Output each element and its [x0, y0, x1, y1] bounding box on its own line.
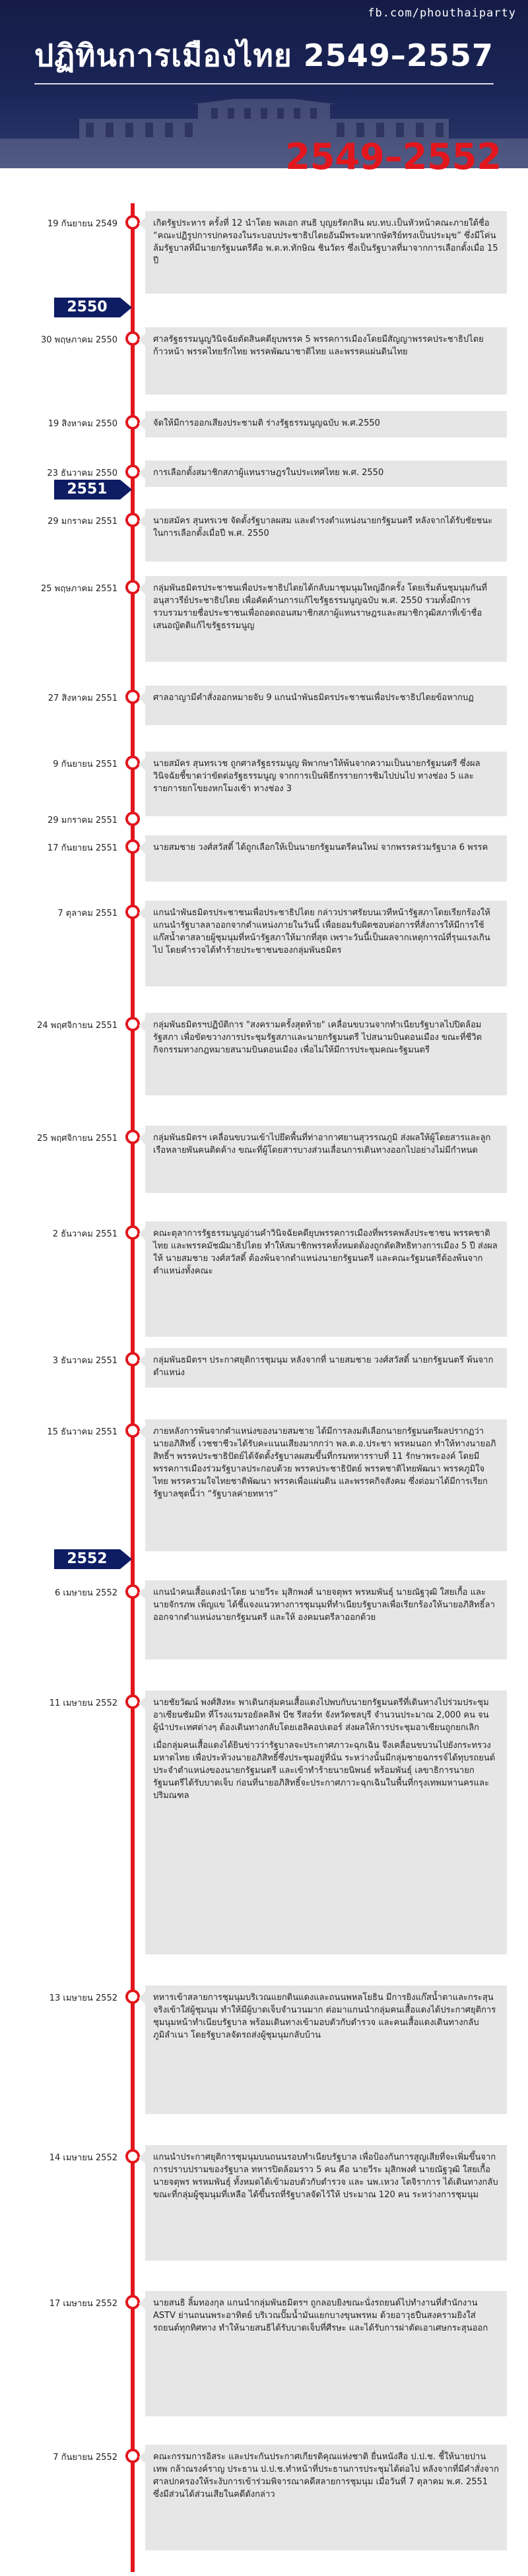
event-card [145, 1985, 507, 2114]
event-card [145, 2145, 507, 2261]
event-text: กลุ่มพันธมิตรประชาชนเพื่อประชาธิปไตยได้กลับมาชุมนุมใหญ่อีกครั้ง โดยเริ่มต้นชุมนุมกันที่อนุสาวรีย์ประชาธิปไตย เพื่อคัดค้านการแก้ไขรัฐธรรมนูญฉบับ พ.ศ. 2550 รวมทั้งมีการรวบรวมรายชื่อประชาชนเพื่อถอดถอนสมาชิกสภาผู้แทนราษฎรและสมาชิกวุฒิสภาที่เข้าชื่อเสนอญัตติแก้ไขรัฐธรรมนูญ [153, 583, 487, 631]
event-text: นายสนธิ ลิ้มทองกุล แกนนำกลุ่มพันธมิตรฯ ถูกลอบยิงขณะนั่งรถยนต์ไปทำงานที่สำนักงาน ASTV ย่านถนนพระอาทิตย์ บริเวณปั๊มน้ำมันแยกบางขุนพรหม ด้วยอาวุธปืนสงครามยิงใส่รถยนต์ทุกทิศทาง ทำให้นายสนธิได้รับบาดเจ็บที่ศีรษะ และได้รับการผ่าตัดเอาเศษกระสุนออก [153, 2298, 488, 2333]
event-date: 2 ธันวาคม 2551 [52, 1229, 117, 1239]
event-date: 15 ธันวาคม 2551 [47, 1427, 117, 1437]
event-text: คณะตุลาการรัฐธรรมนูญอ่านคำวินิจฉัยคดียุบพรรคการเมืองที่พรรคพลังประชาชน พรรคชาติไทย และพรรคมัชฌิมาธิปไตย ทำให้สมาชิกพรรคทั้งหมดต้องถูกตัดสิทธิทางการเมือง 5 ปี ส่งผลให้ นายสมชาย วงศ์สวัสดิ์ ต้องพ้นจากตำแหน่งนายกรัฐมนตรี และคณะรัฐมนตรีต้องพ้นจากตำแหน่งทั้งคณะ [153, 1229, 498, 1276]
timeline-node [125, 1423, 140, 1438]
event-text: การเลือกตั้งสมาชิกสภาผู้แทนราษฎรในประเทศไทย พ.ศ. 2550 [153, 468, 384, 478]
event-text: เมื่อกลุ่มคนเสื้อแดงได้ยินข่าวว่ารัฐบาลจะประกาศภาวะฉุกเฉิน จึงเคลื่อนขบวนไปยังกระทรวงมหาดไทย เพื่อประท้วงนายอภิสิทธิ์ซึ่งประชุมอยู่ที่นั่น ระหว่างนั้นมีกลุ่มชายฉกรรจ์ได้ทุบรถยนต์ประจำตำแหน่งของนายกรัฐมนตรี และเข้าทำร้ายนายนิพนธ์ พร้อมพันธุ์ เลขาธิการนายกรัฐมนตรีได้รับบาดเจ็บ ก่อนที่นายอภิสิทธิ์จะประกาศภาวะฉุกเฉินในพื้นที่กรุงเทพมหานครและปริมณฑล [153, 1741, 496, 1801]
event-date: 27 สิงหาคม 2551 [48, 693, 117, 703]
event-card [145, 1126, 507, 1193]
timeline-node [125, 1352, 140, 1367]
timeline-node [125, 839, 140, 854]
event-card [145, 1221, 507, 1337]
timeline-node [125, 2295, 140, 2309]
event-text: นายสมัคร สุนทรเวช จัดตั้งรัฐบาลผสม และดำรงตำแหน่งนายกรัฐมนตรี หลังจากได้รับชัยชนะในการเลือกตั้งเมื่อปี พ.ศ. 2550 [153, 516, 493, 538]
event-card [145, 752, 507, 816]
event-date: 7 กันยายน 2552 [53, 2453, 117, 2463]
event-text: ภายหลังการพ้นจากตำแหน่งของนายสมชาย ได้มีการลงมติเลือกนายกรัฐมนตรีผลปรากฏว่านายอภิสิทธิ์ เวชชาชีวะได้รับคะแนนเสียงมากกว่า พล.ต.อ.ประชา พรหมนอก ทำให้ทางนายอภิสิทธิ์ฯ พรรคประชาธิปัตย์ได้จัดตั้งรัฐบาลผสมขึ้นที่กรมทหารราบที่ 11 รักษาพระองค์ โดยมีพรรคการเมืองร่วมรัฐบาลประกอบด้วย พรรคประชาธิปัตย์ พรรคชาติไทยพัฒนา พรรคภูมิใจไทย พรรครวมใจไทยชาติพัฒนา พรรคเพื่อแผ่นดิน และพรรคกิจสังคม ซึ่งต่อมาได้มีการเรียกรัฐบาลชุดนี้ว่า “รัฐบาลค่ายทหาร” [153, 1427, 496, 1499]
event-date: 17 เมษายน 2552 [49, 2299, 117, 2309]
timeline-node [125, 513, 140, 527]
timeline-node [125, 331, 140, 346]
event-date: 13 เมษายน 2552 [49, 1993, 117, 2003]
timeline-node [125, 905, 140, 919]
event-text: กลุ่มพันธมิตรฯ ประกาศยุติการชุมนุม หลังจากที่ นายสมชาย วงศ์สวัสดิ์ นายกรัฐมนตรี พ้นจากตำแหน่ง [153, 1355, 494, 1378]
event-date: 25 พฤศจิกายน 2551 [37, 1134, 117, 1143]
event-card [145, 2291, 507, 2416]
timeline-node [125, 415, 140, 430]
event-card [145, 211, 507, 294]
title-divider [34, 83, 494, 84]
timeline-node [125, 1130, 140, 1144]
event-date: 9 กันยายน 2551 [53, 759, 117, 769]
event-text: กลุ่มพันธมิตรฯปฏิบัติการ "สงครามครั้งสุดท้าย" เคลื่อนขบวนจากทำเนียบรัฐบาลไปปิดล้อมรัฐสภา เพื่อขัดขวางการประชุมรัฐสภาและนายกรัฐมนตรี ไปสนามบินดอนเมือง ขณะที่ชีวิต กิจกรรมทางกฎหมายสนามบินดอนเมือง เพื่อไม่ให้มีการประชุมคณะรัฐมนตรี [153, 1020, 482, 1055]
timeline-node [125, 1017, 140, 1031]
event-card [145, 327, 507, 395]
event-date: 14 เมษายน 2552 [49, 2153, 117, 2163]
event-date: 23 ธันวาคม 2550 [47, 468, 117, 478]
timeline-node [125, 812, 140, 826]
year-marker-2550: 2550 [54, 298, 120, 317]
timeline-node [125, 1989, 140, 2004]
event-text: คณะกรรมการอิสระ และประกันประกาศเกียรติคุณแห่งชาติ ยื่นหนังสือ ป.ป.ช. ชี้ให้นายปานเทพ กล้าณรงค์ราญ ประธาน ป.ป.ช.ทำหน้าที่ประธานการประชุมได้ต่อไป หลังจากที่มีคำสั่งจากศาลปกครองให้ระงับการเข้าร่วมพิจารณาคดีสลายการชุมนุม เมื่อวันที่ 7 ตุลาคม พ.ศ. 2551 ซึ่งมีส่วนได้ส่วนเสียในคดีดังกล่าว [153, 2452, 499, 2499]
timeline-node [125, 690, 140, 704]
event-date: 6 เมษายน 2552 [54, 1588, 117, 1598]
event-date: 30 พฤษภาคม 2550 [40, 335, 117, 345]
event-card [145, 1580, 507, 1659]
facebook-handle: fb.com/phouthaiparty [368, 7, 516, 20]
event-card [145, 901, 507, 986]
timeline-axis [131, 203, 135, 2572]
event-text: นายสมชาย วงศ์สวัสดิ์ ได้ถูกเลือกให้เป็นนายกรัฐมนตรีคนใหม่ จากพรรคร่วมรัฐบาล 6 พรรค [153, 843, 488, 853]
event-card [145, 411, 507, 437]
event-card [145, 509, 507, 562]
timeline-node [125, 2149, 140, 2164]
event-date: 24 พฤศจิกายน 2551 [37, 1021, 117, 1031]
event-date: 17 กันยายน 2551 [47, 843, 117, 853]
year-marker-2552: 2552 [54, 1549, 120, 1569]
event-text: กลุ่มพันธมิตรฯ เคลื่อนขบวนเข้าไปยึดพื้นที่ท่าอากาศยานสุวรรณภูมิ ส่งผลให้ผู้โดยสารและลูกเรือหลายพันคนติดค้าง ขณะที่ผู้โดยสารบางส่วนเลื่อนการเดินทางออกไปอย่างไม่มีกำหนด [153, 1133, 491, 1155]
event-text: นายสมัคร สุนทรเวช ถูกศาลรัฐธรรมนูญ พิพากษาให้พ้นจากความเป็นนายกรัฐมนตรี ซึ่งผลวินิจฉัยชี้ขาดว่าขัดต่อรัฐธรรมนูญ จากการเป็นพิธีกรรายการชิมไปบ่นไป ทางช่อง 5 และรายการยกโขยงหกโมงเช้า ทางช่อง 3 [153, 759, 480, 794]
year-marker-2551: 2551 [54, 480, 120, 499]
event-date: 29 มกราคม 2551 [48, 816, 117, 825]
event-text: ศาลรัฐธรรมนูญวินิจฉัยตัดสินคดียุบพรรค 5 พรรคการเมืองโดยมีสัญญาพรรคประชาธิปไตยก้าวหน้า พรรคไทยรักไทย พรรคพัฒนาชาติไทย และพรรคแผ่นดินไทย [153, 335, 484, 357]
event-text: จัดให้มีการออกเสียงประชามติ ร่างรัฐธรรมนูญฉบับ พ.ศ.2550 [153, 418, 380, 428]
timeline-node [125, 465, 140, 479]
event-date: 25 พฤษภาคม 2551 [40, 584, 117, 594]
page-title: ปฏิทินการเมืองไทย 2549–2557 [34, 38, 494, 73]
event-text: ศาลอาญามีคำสั่งออกหมายจับ 9 แกนนำพันธมิตรประชาชนเพื่อประชาธิปไตยข้อหากบฏ [153, 693, 474, 703]
event-text: แกนนำประกาศยุติการชุมนุมบนถนนรอบทำเนียบรัฐบาล เพื่อป้องกันการสูญเสียที่จะเพิ่มขึ้นจากการปราบปรามของรัฐบาล ทหารปิดล้อมราว 5 คน คือ นายวีระ มุสิกพงศ์ นายณัฐวุฒิ ใสยเกื้อ นายจตุพร พรหมพันธุ์ ทั้งหมดได้เข้ามอบตัวกับตำรวจ และ นพ.เหวง โตจิราการ ได้เดินทางกลับ ขณะที่กลุ่มผู้ชุมนุมที่เหลือ ได้ขึ้นรถที่รัฐบาลจัดไว้ให้ ประมาณ 120 คน ระหว่างการชุมนุม [153, 2152, 498, 2200]
event-card [145, 1348, 507, 1388]
event-text: นายชัยวัฒน์ พงศ์สิงหะ พาเดินกลุ่มคนเสื้อแดงไปพบกับนายกรัฐมนตรีที่เดินทางไปร่วมประชุมอาเซียนซัมมิท ที่โรงแรมรอยัลคลิฟ บีช รีสอร์ท จังหวัดชลบุรี จำนวนประมาณ 2,000 คน จนผู้นำประเทศต่างๆ ต้องเดินทางกลับโดยเฮลิคอปเตอร์ ส่งผลให้การประชุมอาเซียนถูกยกเลิก [153, 1698, 489, 1733]
period-heading: 2549–2552 [285, 136, 502, 177]
timeline-node [125, 1225, 140, 1240]
event-date: 11 เมษายน 2552 [49, 1698, 117, 1708]
event-card [145, 2445, 507, 2550]
event-card [145, 461, 507, 487]
timeline-node [125, 2449, 140, 2463]
timeline-node [125, 1584, 140, 1599]
event-date: 3 ธันวาคม 2551 [52, 1356, 117, 1366]
event-card [145, 686, 507, 725]
event-card [145, 835, 507, 882]
event-date: 19 กันยายน 2549 [47, 219, 117, 229]
event-text: เกิดรัฐประหาร ครั้งที่ 12 นำโดย พลเอก สนธิ บุญยรัตกลิน ผบ.ทบ.เป็นหัวหน้าคณะภายใต้ชื่อ “คณะปฏิรูปการปกครองในระบอบประชาธิปไตยอันมีพระมหากษัตริย์ทรงเป็นประมุข” ซึ่งมีโค่นล้มรัฐบาลที่มีนายกรัฐมนตรีคือ พ.ต.ท.ทักษิณ ชินวัตร ซึ่งเป็นรัฐบาลที่มาจากการเลือกตั้งเมื่อ 15 ปี [153, 218, 498, 266]
event-date: 7 ตุลาคม 2551 [57, 909, 117, 918]
timeline-node [125, 580, 140, 595]
event-date: 29 มกราคม 2551 [48, 517, 117, 527]
event-text: แกนนำคนเสื้อแดงนำโดย นายวีระ มุสิกพงศ์ นายจตุพร พรหมพันธุ์ นายณัฐวุฒิ ใสยเกื้อ และนายจักรภพ เพ็ญแข ได้ชี้แจงแนวทางการชุมนุมที่ทำเนียบรัฐบาลเพื่อเรียกร้องให้นายอภิสิทธิ์ลาออกจากตำแหน่งนายกรัฐมนตรี และให้ องคมนตรีลาออกด้วย [153, 1588, 495, 1623]
event-card [145, 576, 507, 662]
event-card [145, 1013, 507, 1095]
event-date: 19 สิงหาคม 2550 [48, 419, 117, 429]
event-text: ทหารเข้าสลายการชุมนุมบริเวณแยกดินแดงและถนนพหลโยธิน มีการยิงแก๊สน้ำตาและกระสุนจริงเข้าใส่ผู้ชุมนุม ทำให้มีผู้บาดเจ็บจำนวนมาก ต่อมาแกนนำกลุ่มคนเสื้อแดงได้ประกาศยุติการชุมนุมหน้าทำเนียบรัฐบาล พร้อมเดินทางเข้ามอบตัวกับตำรวจ และคนเสื้อแดงเดินทางกลับภูมิลำเนา โดยรัฐบาลจัดรถส่งผู้ชุมนุมกลับบ้าน [153, 1993, 496, 2040]
event-text: แกนนำพันธมิตรประชาชนเพื่อประชาธิปไตย กล่าวปราศรัยบนเวทีหน้ารัฐสภาโดยเรียกร้องให้แกนนำรัฐบาลลาออกจากตำแหน่งภายในวันนี้ เพื่อยอมรับผิดชอบต่อการที่สั่งการให้มีการใช้แก๊สน้ำตาสลายผู้ชุมนุมที่หน้ารัฐสภาให้มากที่สุด เพราะวันนี้เป็นผลจากเหตุการณ์ที่รุนแรงเกินไป โดยคำรวจได้ทำร้ายประชาชนของกลุ่มพันธมิตร [153, 908, 490, 955]
event-card [145, 1419, 507, 1551]
timeline-node [125, 756, 140, 770]
event-card [145, 1690, 507, 1954]
timeline-node [125, 1694, 140, 1709]
timeline-node [125, 215, 140, 230]
